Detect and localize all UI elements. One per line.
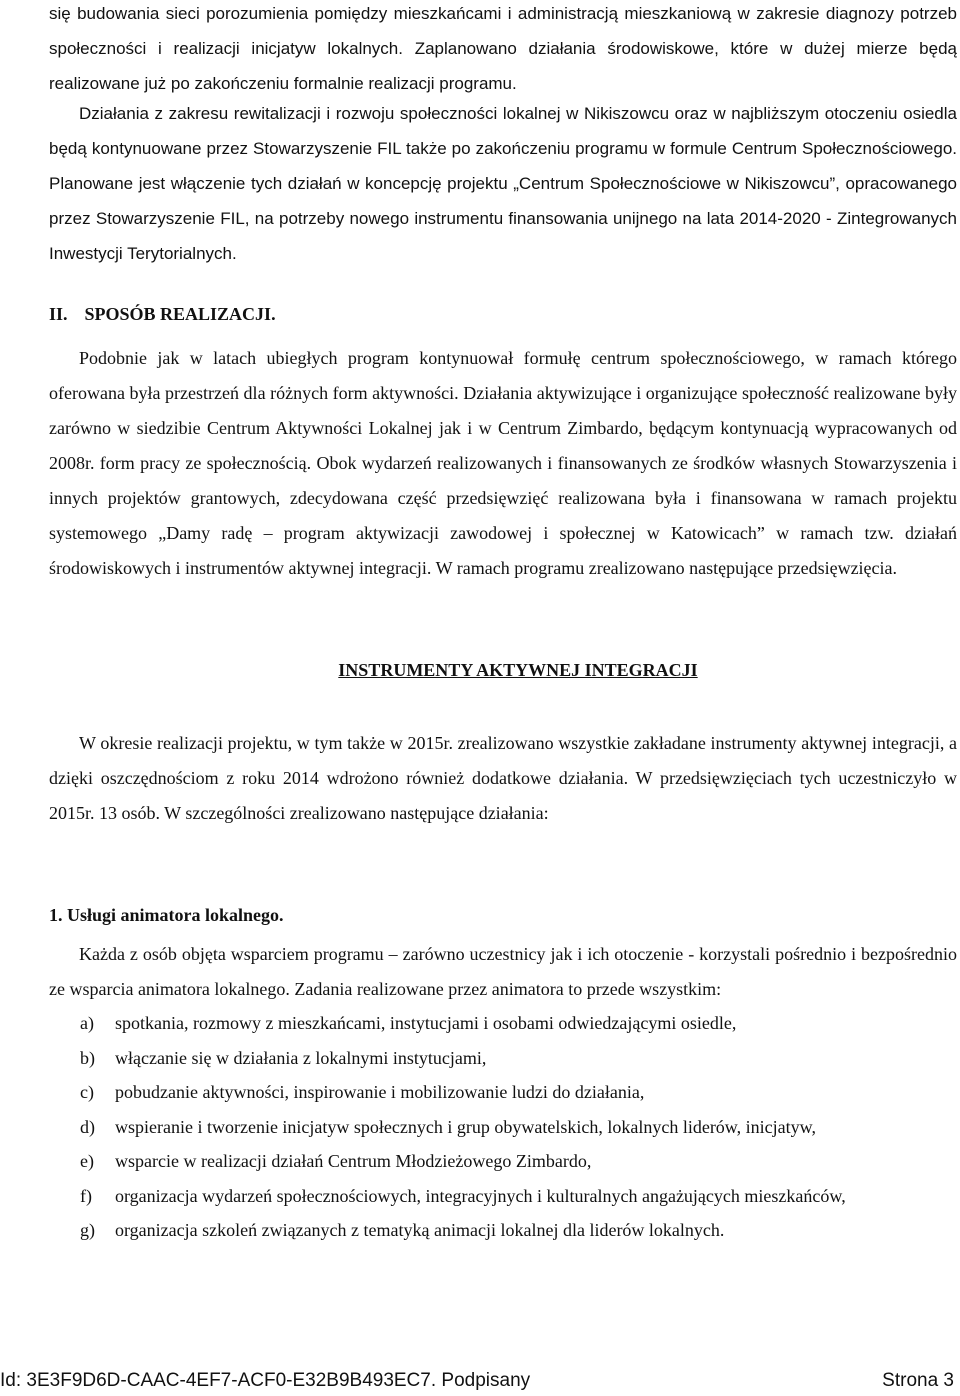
- document-id: Id: 3E3F9D6D-CAAC-4EF7-ACF0-E32B9B493EC7. Podpisany: [0, 1370, 531, 1391]
- list-item: a) spotkania, rozmowy z mieszkańcami, instytucjami i osobami odwiedzającymi osiedle,: [80, 1013, 737, 1033]
- animator-task-list: [80, 1006, 846, 1248]
- section-number: II.: [49, 304, 68, 324]
- paragraph-revitalization: Działania z zakresu rewitalizacji i rozwoju społeczności lokalnej w Nikiszowcu oraz w najbliższym otoczeniu osiedla będą kontynuowane przez Stowarzyszenie FIL także po zakończeniu programu w formule Centrum Społecznościowego. Planowane jest włączenie tych działań w koncepcję projektu „Centrum Społecznościowe w Nikiszowcu”, opracowanego przez Stowarzyszenie FIL, na potrzeby nowego instrumentu finansowania unijnego na lata 2014-2020 - Zintegrowanych Inwestycji Terytorialnych.: [49, 104, 957, 263]
- paragraph-implementation: Podobnie jak w latach ubiegłych program kontynuował formułę centrum społecznościowego, w ramach którego oferowana była przestrzeń dla różnych form aktywności. Działania aktywizujące i organizujące społeczność realizowane były zarówno w siedzibie Centrum Aktywności Lokalnej jak i w Centrum Zimbardo, będącym kontynuacją wypracowanych od 2008r. form pracy ze społecznością. Obok wydarzeń realizowanych i finansowanych ze środków własnych Stowarzyszenia i innych projektów grantowych, zdecydowana część przedsięwzięć realizowana była i finansowana w ramach projektu systemowego „Damy radę – program aktywizacji zawodowej i społecznej w Katowicach” w ramach tzw. działań środowiskowych i instrumentów aktywnej integracji. W ramach programu zrealizowano następujące przedsięwzięcia.: [49, 348, 957, 578]
- list-item: e) wsparcie w realizacji działań Centrum Młodzieżowego Zimbardo,: [80, 1151, 592, 1171]
- list-item: f) organizacja wydarzeń społecznościowych, integracyjnych i kulturalnych angażujących mieszkańców,: [80, 1185, 846, 1206]
- page-number: Strona 3: [882, 1370, 954, 1391]
- page-footer: [0, 1368, 960, 1396]
- paragraph-animator: Każda z osób objęta wsparciem programu – zarówno uczestnicy jak i ich otoczenie - korzystali pośrednio i bezpośrednio ze wsparcia animatora lokalnego. Zadania realizowane przez animatora to przede wszystkim:: [49, 944, 957, 999]
- list-item: d) wspieranie i tworzenie inicjatyw społecznych i grup obywatelskich, lokalnych liderów, inicjatyw,: [80, 1116, 816, 1137]
- list-item: b) włączanie się w działania z lokalnymi instytucjami,: [80, 1047, 487, 1068]
- section-title: SPOSÓB REALIZACJI.: [84, 304, 276, 324]
- list-item: g) organizacja szkoleń związanych z tematyką animacji lokalnej dla liderów lokalnych.: [80, 1220, 725, 1240]
- paragraph-integration-instruments: W okresie realizacji projektu, w tym także w 2015r. zrealizowano wszystkie zakładane instrumenty aktywnej integracji, a dzięki oszczędnościom z roku 2014 wdrożono również dodatkowe działania. W przedsięwzięciach tych uczestniczyło w 2015r. 13 osób. W szczególności zrealizowano następujące działania:: [49, 733, 957, 823]
- section-heading: [49, 304, 276, 325]
- centered-heading: INSTRUMENTY AKTYWNEJ INTEGRACJI: [338, 660, 698, 680]
- paragraph-intro-continuation: się budowania sieci porozumienia pomiędzy mieszkańcami i administracją mieszkaniową w zakresie diagnozy potrzeb społeczności i realizacji inicjatyw lokalnych. Zaplanowano działania środowiskowe, które w dużej mierze będą realizowane już po zakończeniu formalnie realizacji programu.: [49, 4, 957, 93]
- list-item: c) pobudzanie aktywności, inspirowanie i mobilizowanie ludzi do działania,: [80, 1082, 645, 1102]
- subheading-animator: 1. Usługi animatora lokalnego.: [49, 905, 284, 925]
